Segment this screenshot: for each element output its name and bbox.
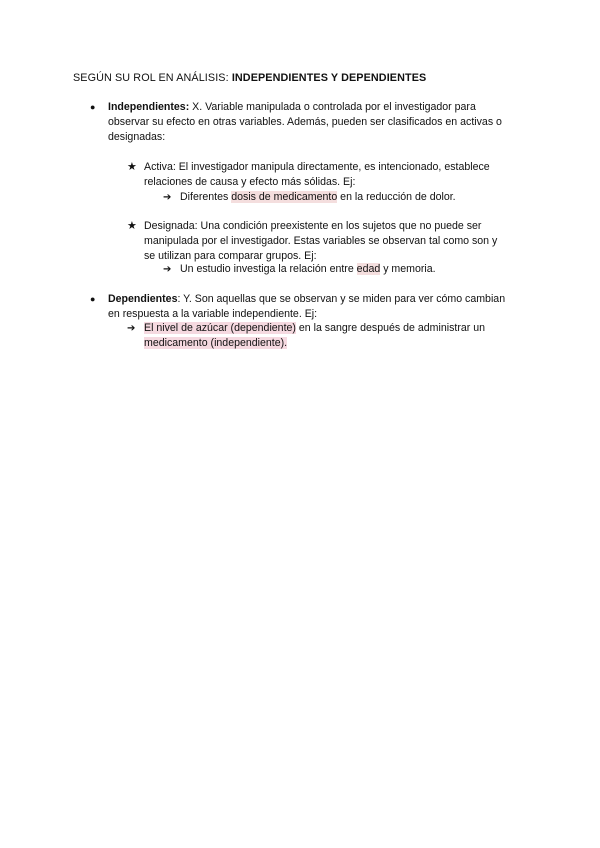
dependientes-line-2: en respuesta a la variable independiente. Ej:: [108, 308, 318, 320]
activa-line-1: Activa: El investigador manipula directamente, es intencionado, establece: [144, 161, 490, 173]
independientes-line-3: designadas:: [108, 131, 166, 143]
designada-line-1: Designada: Una condición preexistente en los sujetos que no puede ser: [144, 220, 482, 232]
dependientes-line-1-text: : Y. Son aquellas que se observan y se miden para ver cómo cambian: [177, 293, 506, 305]
designada-example: [163, 262, 436, 277]
independientes-label: Independientes:: [108, 101, 190, 113]
activa-example-pre: Diferentes: [180, 191, 232, 203]
dependientes-label: Dependientes: [108, 293, 178, 305]
section-heading: [73, 71, 426, 86]
dependientes-example-mid: en la sangre después de administrar un: [295, 322, 485, 334]
independientes-line-1: [108, 100, 528, 115]
heading-bold: INDEPENDIENTES Y DEPENDIENTES: [231, 72, 427, 84]
arrow-right-icon: ➔: [127, 323, 136, 334]
designada-example-highlight: edad: [356, 263, 381, 275]
star-item-designada: [127, 219, 527, 264]
activa-example: [163, 190, 456, 205]
designada-paragraph: [144, 219, 514, 264]
star-icon: ★: [127, 161, 137, 173]
bullet-dot-icon: ●: [90, 294, 96, 304]
dependientes-line-1: [108, 292, 528, 307]
activa-line-2: relaciones de causa y efecto más sólidas. Ej:: [144, 176, 356, 188]
arrow-right-icon: ➔: [163, 192, 172, 203]
heading-prefix: SEGÚN SU ROL EN ANÁLISIS:: [73, 72, 232, 84]
independientes-line-1-text: X. Variable manipulada o controlada por el investigador para: [189, 101, 476, 113]
designada-example-pre: Un estudio investiga la relación entre: [180, 263, 357, 275]
bullet-dot-icon: ●: [90, 102, 96, 112]
activa-example-post: en la reducción de dolor.: [337, 191, 456, 203]
bullet-dependientes: [90, 292, 540, 322]
independientes-paragraph: [108, 100, 528, 145]
arrow-right-icon: ➔: [163, 264, 172, 275]
bullet-independientes: [90, 100, 540, 145]
independientes-line-2: observar su efecto en otras variables. Además, pueden ser clasificados en activas o: [108, 116, 502, 128]
designada-example-post: y memoria.: [380, 263, 436, 275]
activa-example-highlight: dosis de medicamento: [231, 191, 338, 203]
star-icon: ★: [127, 220, 137, 232]
designada-line-2: manipulada por el investigador. Estas variables se observan tal como son y: [144, 235, 498, 247]
star-item-activa: [127, 160, 527, 190]
dependientes-example-highlight-1: El nivel de azúcar (dependiente): [144, 322, 296, 334]
dependientes-example-highlight-2: medicamento (independiente).: [144, 337, 288, 349]
designada-line-3: se utilizan para comparar grupos. Ej:: [144, 250, 317, 262]
dependientes-paragraph: [108, 292, 528, 322]
activa-paragraph: [144, 160, 514, 190]
dependientes-example: [127, 321, 485, 351]
